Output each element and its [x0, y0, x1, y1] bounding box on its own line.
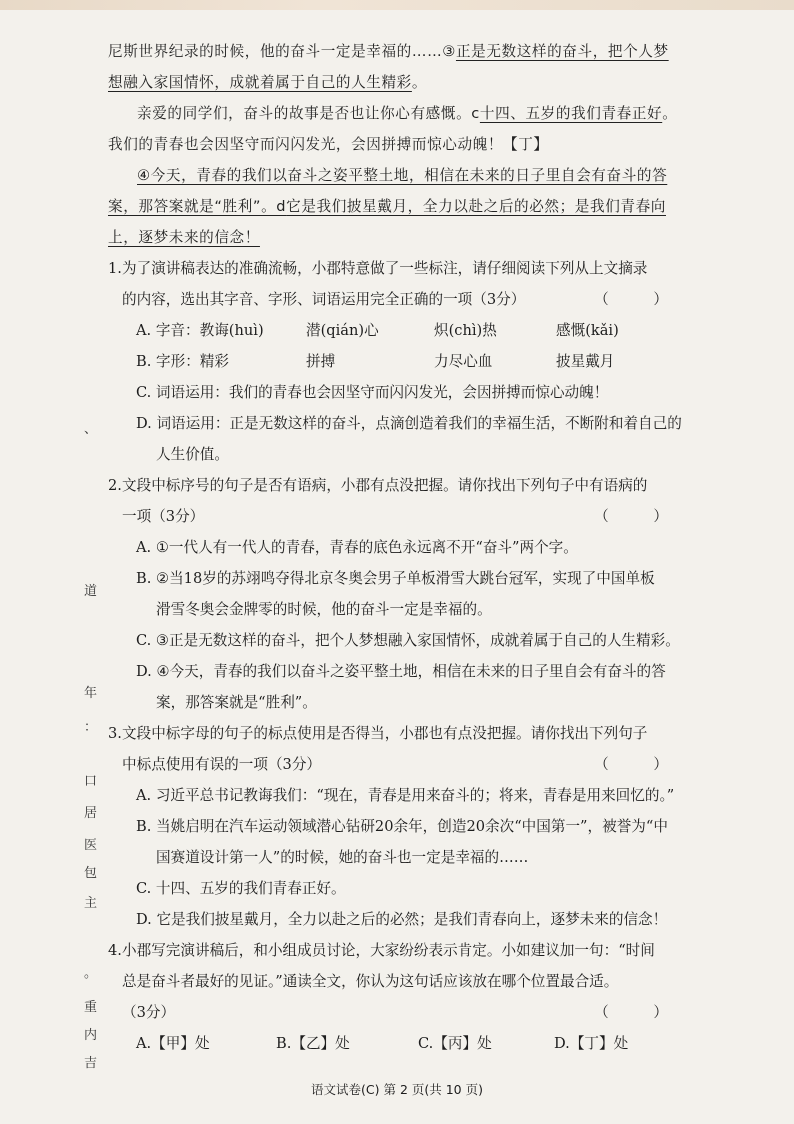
question-text — [122, 470, 698, 532]
margin-mark: 。 — [84, 966, 98, 981]
question-stem — [108, 470, 698, 532]
underlined-sentence: 上，逐梦未来的信念！ — [108, 229, 260, 246]
option-b-cell — [136, 346, 306, 377]
option-d: D. ④今天，青春的我们以奋斗之姿平整土地，相信在未来的日子里自会有奋斗的答 — [136, 663, 666, 680]
underlined-sentence: 正是无数这样的奋斗，把个人梦 — [455, 43, 669, 60]
margin-mark: 、 — [84, 422, 98, 437]
underlined-sentence: 它是我们披星戴月，全力以赴之后的必然；是我们青春向 — [286, 198, 666, 215]
question-number: 2. — [108, 477, 122, 494]
question-3 — [108, 718, 698, 935]
question-text — [122, 253, 698, 315]
question-text — [122, 718, 698, 780]
option-item: 教诲(huì) — [199, 322, 264, 339]
question-number: 1. — [108, 260, 122, 277]
margin-mark: 医 — [84, 838, 98, 853]
stem-line: 中标点使用有误的一项（3分） — [122, 756, 322, 773]
underlined-sentence: ④今天，青春的我们以奋斗之姿平整土地，相信在未来的日子里自会有奋斗的答 — [137, 167, 668, 184]
option-label: A. 字音： — [136, 322, 200, 339]
question-4 — [108, 935, 698, 1059]
option-a-cell — [136, 315, 306, 346]
stem-line: （3分） — [122, 1004, 176, 1021]
stem-line: 小郡写完演讲稿后，和小组成员讨论，大家纷纷表示肯定。小如建议加一句：“时间 — [122, 942, 655, 959]
option-b-continued: 滑雪冬奥会金牌零的时候，他的奋斗一定是幸福的。 — [156, 601, 492, 618]
margin-mark: 重 — [84, 1000, 98, 1015]
option-item: 拼搏 — [306, 353, 336, 370]
option-item: 力尽心血 — [434, 353, 493, 370]
question-1 — [108, 253, 698, 470]
answer-bracket[interactable]: （ ） — [594, 508, 688, 525]
option-a — [108, 315, 698, 346]
option-b: B. ②当18岁的苏翊鸣夺得北京冬奥会男子单板滑雪大跳台冠军，实现了中国单板 — [136, 570, 655, 587]
option-a: A.【甲】处 — [136, 1035, 210, 1052]
option-c: C. ③正是无数这样的奋斗，把个人梦想融入家国情怀，成就着属于自己的人生精彩。 — [136, 632, 680, 649]
margin-mark: 吉 — [84, 1056, 98, 1071]
q4-options — [108, 1028, 698, 1059]
question-stem — [108, 253, 698, 315]
passage-line — [108, 36, 698, 67]
underlined-sentence: 十四、五岁的我们青春正好 — [479, 105, 663, 122]
question-number: 3. — [108, 725, 122, 742]
option-a: A. ①一代人有一代人的青春，青春的底色永远离不开“奋斗”两个字。 — [136, 539, 578, 556]
stem-line: 总是奋斗者最好的见证。”通读全文，你认为这句话应该放在哪个位置最合适。 — [122, 973, 619, 990]
margin-mark: 口 — [84, 774, 98, 789]
answer-bracket[interactable]: （ ） — [594, 291, 688, 308]
scan-top-band — [0, 0, 794, 10]
option-c: C. 十四、五岁的我们青春正好。 — [136, 880, 346, 897]
option-d: D. 它是我们披星戴月，全力以赴之后的必然；是我们青春向上，逐梦未来的信念！ — [136, 911, 668, 928]
passage-text: 我们的青春也会因坚守而闪闪发光，会因拼搏而惊心动魄！【丁】 — [108, 136, 549, 153]
passage-line — [108, 222, 698, 253]
question-2 — [108, 470, 698, 718]
option-c: C.【丙】处 — [418, 1035, 492, 1052]
option-d-continued: 人生价值。 — [156, 446, 229, 463]
margin-mark: 包 — [84, 866, 98, 881]
option-a: A. 习近平总书记教诲我们：“现在，青春是用来奋斗的；将来，青春是用来回忆的。” — [136, 787, 675, 804]
option-b-continued: 国赛道设计第一人”的时候，她的奋斗也一定是幸福的…… — [156, 849, 529, 866]
passage-text: 。 — [662, 105, 678, 122]
question-text — [122, 935, 698, 1028]
passage-line — [108, 191, 698, 222]
margin-mark: 年 — [84, 686, 98, 701]
option-b — [108, 346, 698, 377]
option-item: 感慨(kǎi) — [556, 322, 619, 339]
option-b: B. 当姚启明在汽车运动领域潜心钻研20余年，创造20余次“中国第一”，被誉为“中 — [136, 818, 668, 835]
passage-line — [108, 160, 698, 191]
exam-page — [108, 36, 698, 1059]
page-footer: 语文试卷(C) 第 2 页(共 10 页) — [311, 1082, 483, 1097]
answer-bracket[interactable]: （ ） — [594, 756, 688, 773]
passage-text: 。 — [411, 74, 428, 91]
margin-mark: 居 — [84, 806, 98, 821]
stem-line: 文段中标字母的句子的标点使用是否得当，小郡也有点没把握。请你找出下列句子 — [122, 725, 648, 742]
option-c: C. 词语运用：我们的青春也会因坚守而闪闪发光，会因拼搏而惊心动魄！ — [136, 384, 609, 401]
passage-text: 亲爱的同学们，奋斗的故事是否也让你心有感慨。c — [137, 105, 480, 122]
option-b: B.【乙】处 — [276, 1035, 350, 1052]
question-stem — [108, 718, 698, 780]
margin-mark: 道 — [84, 584, 98, 599]
passage-text: 尼斯世界纪录的时候，他的奋斗一定是幸福的……③ — [108, 43, 456, 60]
option-d-continued: 案，那答案就是“胜利”。 — [156, 694, 317, 711]
stem-line: 为了演讲稿表达的准确流畅，小郡特意做了一些标注，请仔细阅读下列从上文摘录 — [122, 260, 648, 277]
stem-line: 一项（3分） — [122, 508, 205, 525]
option-item: 炽(chì)热 — [434, 322, 497, 339]
passage-line — [108, 129, 698, 160]
passage-line — [108, 67, 698, 98]
option-d: D.【丁】处 — [554, 1035, 629, 1052]
question-stem — [108, 935, 698, 1028]
stem-line: 文段中标序号的句子是否有语病，小郡有点没把握。请你找出下列句子中有语病的 — [122, 477, 648, 494]
option-label: B. 字形： — [136, 353, 200, 370]
margin-mark: ： — [84, 720, 98, 735]
margin-mark: 主 — [84, 896, 98, 911]
option-item: 精彩 — [199, 353, 229, 370]
stem-line: 的内容，选出其字音、字形、词语运用完全正确的一项（3分） — [122, 291, 526, 308]
underlined-sentence: 想融入家国情怀，成就着属于自己的人生精彩 — [108, 74, 412, 91]
option-d: D. 词语运用：正是无数这样的奋斗，点滴创造着我们的幸福生活，不断附和着自己的 — [136, 415, 682, 432]
question-number: 4. — [108, 942, 122, 959]
margin-mark: 内 — [84, 1028, 98, 1043]
option-item: 披星戴月 — [556, 353, 615, 370]
passage-line — [108, 98, 698, 129]
passage — [108, 36, 698, 253]
option-item: 潜(qián)心 — [306, 322, 379, 339]
underlined-sentence: 案，那答案就是“胜利”。d — [108, 198, 287, 215]
answer-bracket[interactable]: （ ） — [594, 1004, 688, 1021]
